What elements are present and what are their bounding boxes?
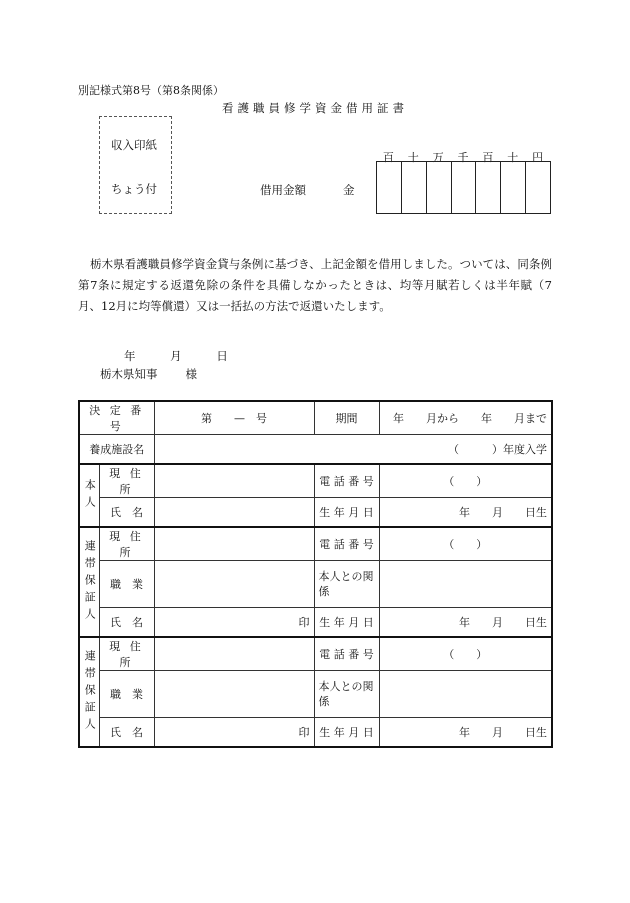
g2-phone-field[interactable]: （ ）: [379, 637, 552, 671]
g2-address-field[interactable]: [154, 637, 314, 671]
g1-birth-field[interactable]: 年 月 日生: [379, 608, 552, 638]
addressee-honorific: 様: [185, 367, 197, 381]
facility-value[interactable]: （ ）年度入学: [154, 435, 552, 465]
g2-seal-mark: 印: [298, 726, 310, 739]
g2-birth-field[interactable]: 年 月 日生: [379, 718, 552, 748]
self-section-label: 本人: [79, 464, 99, 527]
unit-man: 万: [432, 151, 444, 164]
g1-name-label: 氏 名: [99, 608, 154, 638]
g2-occupation-field[interactable]: [154, 671, 314, 718]
guarantor2-section-label: 連帯保証人: [79, 637, 99, 747]
amount-unit-headers: [376, 149, 550, 164]
self-name-label: 氏 名: [99, 498, 154, 528]
date-month: 月: [170, 349, 182, 363]
amount-entry-grid[interactable]: [376, 161, 551, 214]
self-birth-label: 生 年 月 日: [314, 498, 379, 528]
amount-cell[interactable]: [377, 162, 402, 213]
document-title: 看護職員修学資金借用証書: [222, 101, 408, 115]
amount-label: 借用金額: [260, 183, 306, 197]
date-year: 年: [124, 349, 136, 363]
self-birth-field[interactable]: 年 月 日生: [379, 498, 552, 528]
unit-juu: 十: [407, 151, 419, 164]
g1-occupation-field[interactable]: [154, 561, 314, 608]
g2-name-label: 氏 名: [99, 718, 154, 748]
date-line: [124, 348, 245, 364]
revenue-stamp-box: [99, 116, 172, 214]
unit-hyaku: 百: [382, 151, 394, 164]
g1-occupation-label: 職 業: [99, 561, 154, 608]
date-day: 日: [216, 349, 228, 363]
self-address-field[interactable]: [154, 464, 314, 498]
amount-cell[interactable]: [501, 162, 526, 213]
self-address-label: 現 住 所: [99, 464, 154, 498]
amount-cell[interactable]: [402, 162, 427, 213]
g2-name-field[interactable]: [154, 718, 314, 748]
amount-cell[interactable]: [452, 162, 477, 213]
unit-yen: 円: [532, 151, 544, 164]
borrower-info-table: [78, 400, 553, 748]
addressee-name: 栃木県知事: [100, 367, 158, 381]
facility-label: 養成施設名: [79, 435, 154, 465]
amount-prefix: 金: [343, 183, 355, 197]
guarantor1-section-label: 連帯保証人: [79, 527, 99, 637]
amount-cell[interactable]: [427, 162, 452, 213]
period-label: 期間: [314, 401, 379, 435]
amount-cell[interactable]: [476, 162, 501, 213]
g1-address-label: 現 住 所: [99, 527, 154, 561]
decision-number-label: 決 定 番 号: [79, 401, 154, 435]
amount-cell[interactable]: [526, 162, 550, 213]
addressee: [100, 366, 197, 382]
unit-juu-2: 十: [507, 151, 519, 164]
self-phone-label: 電 話 番 号: [314, 464, 379, 498]
unit-hyaku-2: 百: [482, 151, 494, 164]
g2-phone-label: 電 話 番 号: [314, 637, 379, 671]
g2-birth-label: 生 年 月 日: [314, 718, 379, 748]
form-number: 別記様式第8号（第8条関係）: [78, 84, 224, 97]
g1-relation-label: 本人との関係: [314, 561, 379, 608]
g1-phone-field[interactable]: （ ）: [379, 527, 552, 561]
g2-relation-label: 本人との関係: [314, 671, 379, 718]
g1-relation-field[interactable]: [379, 561, 552, 608]
period-value[interactable]: 年 月から 年 月まで: [379, 401, 552, 435]
g1-seal-mark: 印: [298, 616, 310, 629]
body-paragraph: 栃木県看護職員修学資金貸与条例に基づき、上記金額を借用しました。ついては、同条例第7条に規定する返還免除の条件を具備しなかったときは、均等月賦若しくは半年賦（7月、12月に均等償還）又は一括払の方法で返還いたします。: [78, 257, 552, 313]
g1-phone-label: 電 話 番 号: [314, 527, 379, 561]
g1-birth-label: 生 年 月 日: [314, 608, 379, 638]
decision-number-value[interactable]: 第 — 号: [154, 401, 314, 435]
g2-occupation-label: 職 業: [99, 671, 154, 718]
self-name-field[interactable]: [154, 498, 314, 528]
g2-relation-field[interactable]: [379, 671, 552, 718]
g1-name-field[interactable]: [154, 608, 314, 638]
g2-address-label: 現 住 所: [99, 637, 154, 671]
stamp-label-1: 収入印紙: [111, 138, 157, 152]
self-phone-field[interactable]: （ ）: [379, 464, 552, 498]
g1-address-field[interactable]: [154, 527, 314, 561]
stamp-label-2: ちょう付: [111, 182, 157, 196]
unit-sen: 千: [457, 151, 469, 164]
